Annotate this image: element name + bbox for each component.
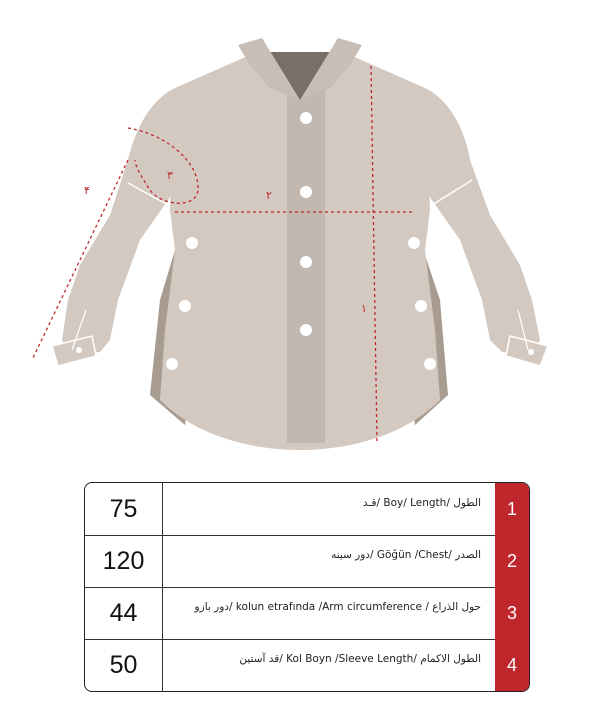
measurement-label: دور بازو/ kolun etrafında /Arm circumference / حول الذراع [194, 601, 481, 613]
size-table [84, 482, 530, 692]
measurement-value: 120 [85, 535, 163, 587]
table-row [85, 587, 529, 639]
cuff-button [76, 347, 82, 353]
marker-length: ۱ [361, 302, 367, 315]
marker-chest: ۲ [266, 189, 272, 202]
shirt-button [300, 112, 312, 124]
shirt-button [166, 358, 178, 370]
shirt-button [300, 186, 312, 198]
cuff-button [528, 349, 534, 355]
row-index-badge: 4 [495, 639, 529, 691]
left-sleeve [62, 88, 175, 355]
marker-arm: ۳ [167, 169, 173, 182]
table-row [85, 535, 529, 587]
measurement-label: قد آستین/ Kol Boyn /Sleeve Length/ الطول الاكمام [239, 653, 481, 665]
row-index-badge: 2 [495, 535, 529, 587]
right-sleeve [425, 88, 540, 355]
shirt-button [300, 256, 312, 268]
shirt-button [415, 300, 427, 312]
table-row [85, 639, 529, 691]
measurement-label: قـد/ Boy/ Length/ الطول [362, 497, 481, 509]
measurement-value: 75 [85, 483, 163, 535]
row-index-badge: 1 [495, 483, 529, 535]
marker-sleeve: ۴ [84, 184, 90, 197]
shirt-button [408, 237, 420, 249]
table-row [85, 483, 529, 535]
shirt-button [179, 300, 191, 312]
left-cuff [52, 336, 96, 366]
shirt-button [424, 358, 436, 370]
row-index-badge: 3 [495, 587, 529, 639]
measurement-value: 50 [85, 639, 163, 691]
shirt-button [186, 237, 198, 249]
right-cuff [506, 336, 548, 366]
measurement-value: 44 [85, 587, 163, 639]
shirt-button [300, 324, 312, 336]
measurement-label: دور سینه/ Göğün /Chest/ الصدر [331, 549, 481, 561]
